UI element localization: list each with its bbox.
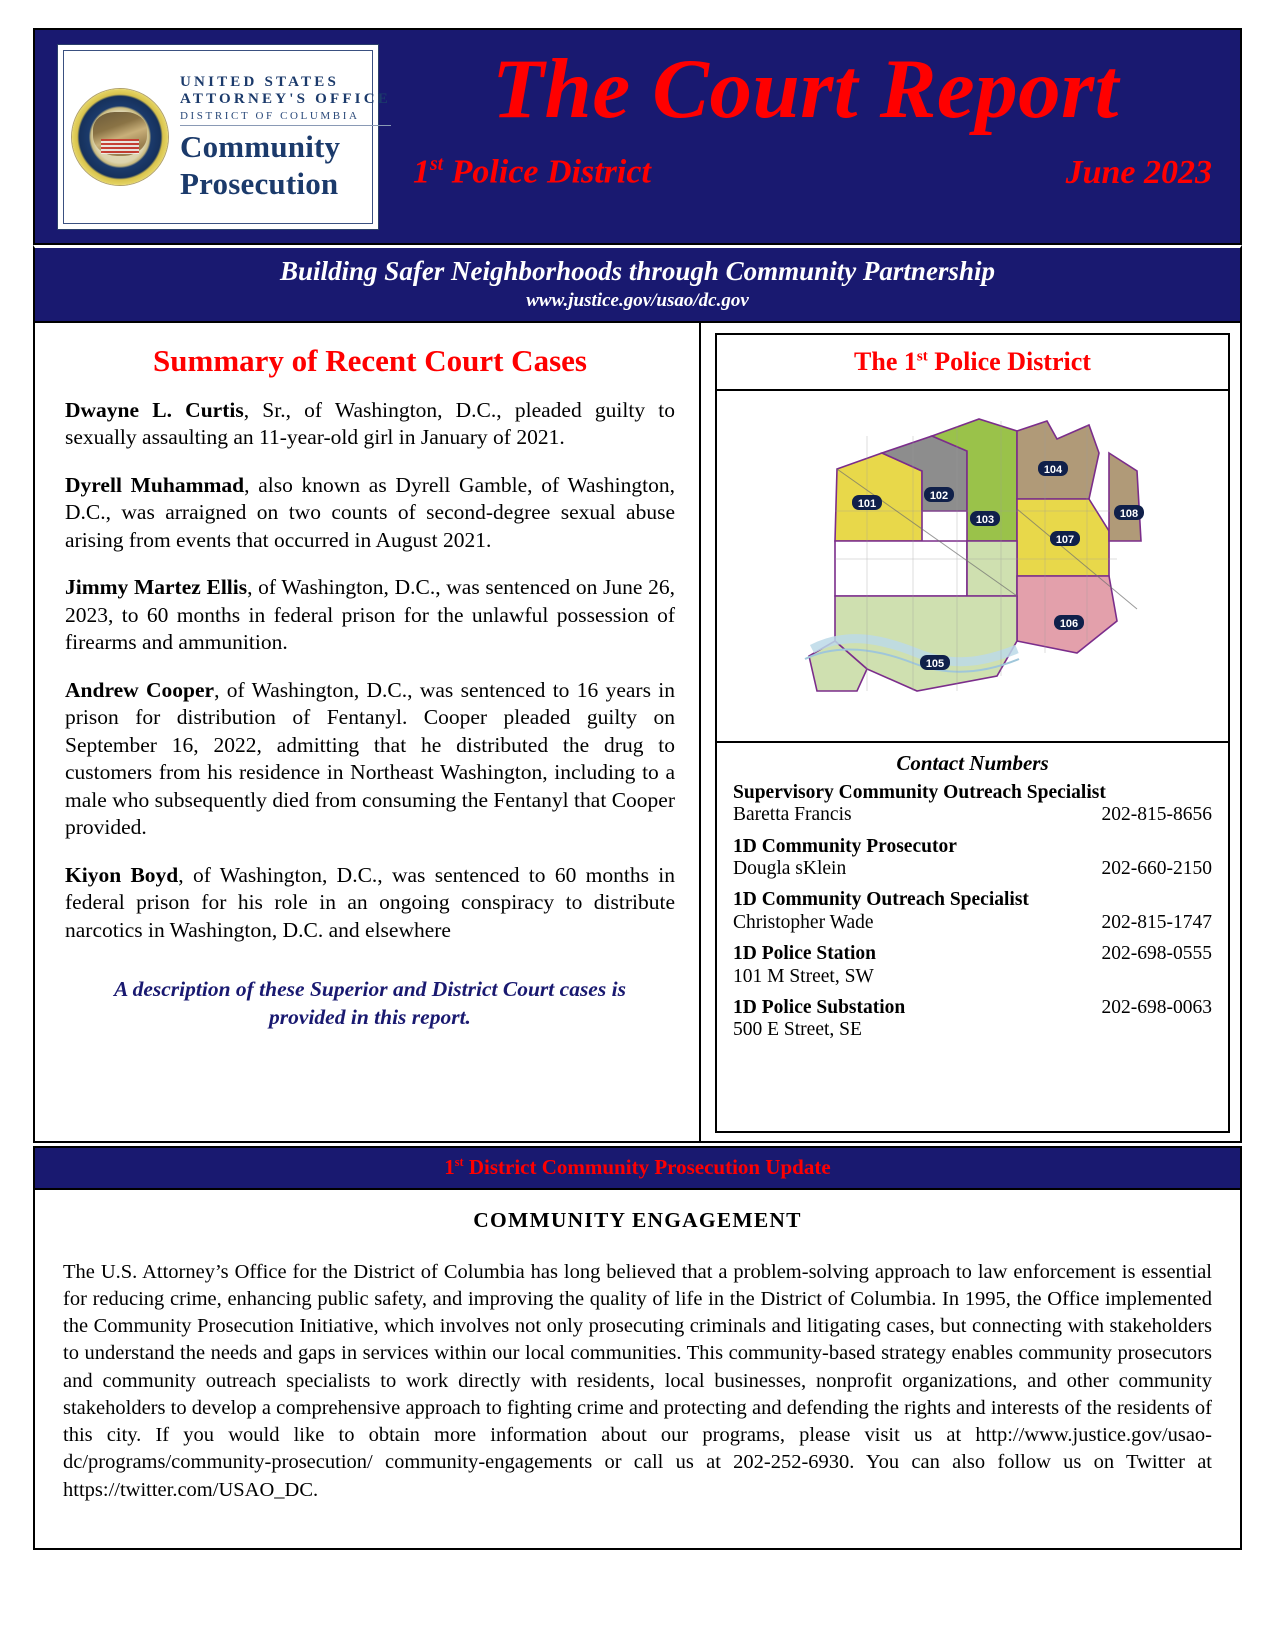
- tagline-bar: [33, 245, 1242, 323]
- contact-entry: [733, 889, 1212, 934]
- psa-badge-label: 102: [929, 489, 949, 502]
- logo-community: Community: [180, 128, 341, 164]
- contact-person-name: Christopher Wade: [733, 911, 874, 933]
- map-svg: [717, 391, 1157, 721]
- logo-prosecution: Prosecution: [180, 165, 339, 201]
- contact-title: Contact Numbers: [896, 750, 1049, 775]
- tagline-text: Building Safer Neighborhoods through Community Partnership: [280, 256, 995, 286]
- content-columns: [33, 323, 1242, 1143]
- summary-heading: Summary of Recent Court Cases: [153, 342, 587, 378]
- engagement-title: COMMUNITY ENGAGEMENT: [473, 1207, 802, 1232]
- usao-logo: [57, 44, 391, 230]
- page-title: The Court Report: [492, 42, 1119, 136]
- contact-entry: [733, 782, 1212, 827]
- psa-badge-label: 107: [1055, 533, 1075, 546]
- contact-address: 500 E Street, SE: [733, 1019, 862, 1041]
- contact-phone[interactable]: 202-698-0063: [1101, 997, 1212, 1019]
- engagement-body: The U.S. Attorney’s Office for the District of Columbia has long believed that a problem-solving approach to law enforcement is essential for reducing crime, enhancing public safety, and improving the quality of life in the District of Columbia. In 1995, the Office implemented the Community Prosecution Initiative, which involves not only prosecuting criminals and litigating cases, but connecting with stakeholders to understand the needs and gaps in services within our local communities. This community-based strategy enables community prosecutors and community outreach specialists to work directly with residents, local businesses, nonprofit organizations, and other community stakeholders to develop a comprehensive approach to fighting crime and protecting and defending the rights and interests of the residents of this city. If you would like to obtain more information about our programs, please visit us at http://www.justice.gov/usao-dc/programs/community-prosecution/ community-engagements or call us at 202-252-6930. You can also follow us on Twitter at https://twitter.com/USAO_DC.: [63, 1260, 1212, 1501]
- district-label: 1st Police District: [413, 153, 651, 191]
- map-title: The 1st Police District: [717, 335, 1228, 391]
- case-defendant-name: Andrew Cooper: [65, 677, 215, 702]
- case-list: [65, 397, 675, 945]
- contact-phone[interactable]: 202-698-0555: [1101, 943, 1212, 965]
- summary-column: [35, 323, 701, 1141]
- case-defendant-name: Jimmy Martez Ellis: [65, 575, 248, 600]
- contact-person-name: Baretta Francis: [733, 804, 852, 826]
- psa-badge-label: 108: [1119, 507, 1139, 520]
- contact-role: Supervisory Community Outreach Specialist: [733, 781, 1106, 803]
- psa-badge-label: 104: [1043, 463, 1063, 476]
- case-defendant-name: Kiyon Boyd: [65, 862, 179, 887]
- psa-badge-label: 105: [925, 657, 945, 670]
- case-description: , of Washington, D.C., was sentenced on June 26, 2023, to 60 months in federal prison for the unlawful possession of firearms and ammunition.: [65, 575, 675, 655]
- case-description: , also known as Dyrell Gamble, of Washington, D.C., was arraigned on two counts of second-degree sexual abuse arising from events that occurred in August 2021.: [65, 472, 675, 552]
- contact-phone[interactable]: 202-815-8656: [1101, 804, 1212, 826]
- case-description: , of Washington, D.C., was sentenced to 16 years in prison for distribution of Fentanyl. Cooper pleaded guilty on September 16, 2022, admitting that he distributed the drug to customers from his residence in Northeast Washington, including to a male who subsequently died from consuming the Fentanyl that Cooper provided.: [65, 677, 676, 840]
- contact-role: 1D Community Prosecutor: [733, 835, 957, 857]
- psa-badge-label: 103: [975, 513, 995, 526]
- contact-phone[interactable]: 202-660-2150: [1101, 857, 1212, 879]
- update-banner-text: 1st District Community Prosecution Update: [444, 1154, 831, 1179]
- sidebar-column: [701, 323, 1240, 1141]
- logo-line-2: ATTORNEY'S OFFICE: [180, 91, 391, 108]
- masthead: [33, 28, 1242, 245]
- issue-date: June 2023: [1065, 153, 1212, 191]
- district-map-panel: [715, 333, 1230, 743]
- psa-badge-label: 106: [1059, 617, 1079, 630]
- case-defendant-name: Dyrell Muhammad: [65, 472, 245, 497]
- logo-line-3: DISTRICT OF COLUMBIA: [180, 108, 391, 126]
- prosecution-update-banner: [33, 1146, 1242, 1190]
- case-paragraph: [65, 472, 675, 555]
- case-paragraph: [65, 397, 675, 452]
- contact-list: [733, 782, 1212, 1042]
- case-description: , of Washington, D.C., was sentenced to 60 months in federal prison for his role in an ongoing conspiracy to distribute narcotics in Washington, D.C. and elsewhere: [65, 862, 676, 942]
- psa-badge-label: 101: [857, 497, 877, 510]
- tagline-url[interactable]: www.justice.gov/usao/dc.gov: [526, 289, 749, 311]
- logo-line-1: UNITED STATES: [180, 74, 339, 91]
- masthead-titles: [379, 42, 1226, 192]
- contact-role: 1D Police Substation: [733, 997, 906, 1019]
- case-paragraph: [65, 677, 675, 842]
- contact-person-name: Dougla sKlein: [733, 857, 847, 879]
- contact-address: 101 M Street, SW: [733, 965, 874, 987]
- case-paragraph: [65, 574, 675, 657]
- contact-phone[interactable]: 202-815-1747: [1101, 911, 1212, 933]
- doj-seal-icon: [72, 89, 168, 185]
- summary-note: A description of these Superior and District Court cases is provided in this report.: [114, 977, 626, 1030]
- contact-role: 1D Police Station: [733, 943, 876, 965]
- contact-role: 1D Community Outreach Specialist: [733, 889, 1029, 911]
- community-engagement-section: [33, 1190, 1242, 1550]
- case-paragraph: [65, 862, 675, 945]
- contact-entry: [733, 836, 1212, 881]
- contact-numbers-panel: [715, 743, 1230, 1133]
- district-map-image: [717, 391, 1228, 741]
- contact-entry: [733, 943, 1212, 988]
- contact-entry: [733, 997, 1212, 1042]
- case-description: , Sr., of Washington, D.C., pleaded guilty to sexually assaulting an 11-year-old girl in January of 2021.: [65, 397, 675, 450]
- case-defendant-name: Dwayne L. Curtis: [65, 397, 244, 422]
